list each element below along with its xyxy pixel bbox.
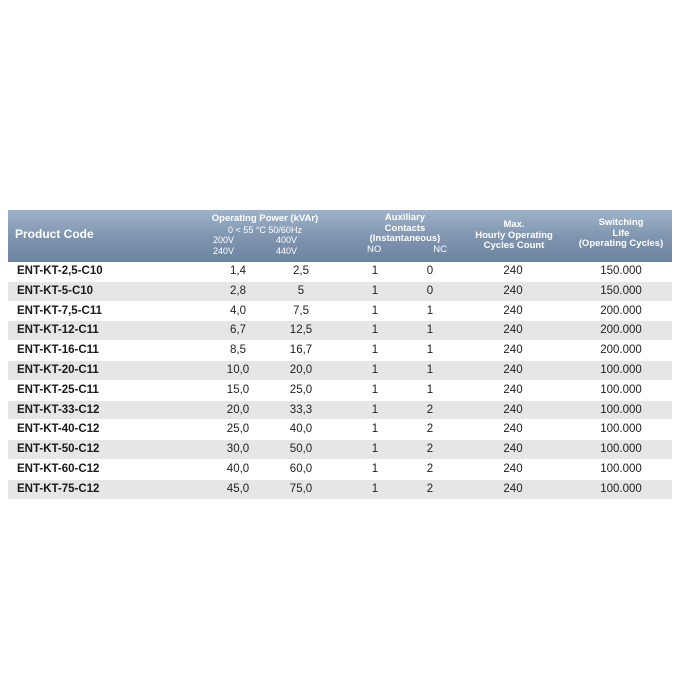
product-code-cell: ENT-KT-12-C11 (17, 324, 99, 337)
max-cycles-cell: 240 (503, 462, 523, 475)
header-voltage-240: 240V (213, 245, 235, 256)
switching-life-cell: 100.000 (600, 383, 642, 396)
max-cycles-cell: 240 (503, 403, 523, 416)
max-cycles-cell: 240 (503, 265, 523, 277)
aux-nc-cell: 2 (426, 482, 434, 495)
aux-nc-cell: 2 (426, 443, 434, 456)
max-cycles-cell: 240 (503, 363, 523, 376)
power-440v-cell: 2,5 (293, 265, 309, 277)
header-no: NO (367, 243, 382, 255)
header-voltage-200: 200V (213, 235, 235, 245)
aux-nc-cell: 2 (426, 403, 434, 416)
power-240v-cell: 30,0 (226, 443, 250, 456)
header-max-cycles (462, 220, 566, 252)
aux-no-cell: 1 (371, 324, 379, 337)
aux-nc-cell: 1 (426, 304, 434, 317)
table-row (8, 341, 672, 361)
header-power-title: Operating Power (kVAr) (211, 213, 319, 224)
aux-nc-cell: 2 (426, 462, 434, 475)
aux-nc-cell: 2 (426, 423, 434, 436)
aux-no-cell: 1 (371, 363, 379, 376)
aux-nc-cell: 1 (426, 324, 434, 337)
header-voltage-row-1 (195, 235, 335, 246)
header-max-line-2: Hourly Operating (475, 229, 553, 241)
product-table (8, 210, 672, 500)
table-row (8, 460, 672, 480)
power-240v-cell: 6,7 (230, 324, 246, 337)
power-240v-cell: 8,5 (230, 344, 246, 357)
table-row (8, 302, 672, 322)
header-aux-line-3: (Instantaneous) (369, 233, 441, 244)
max-cycles-cell: 240 (503, 423, 523, 436)
aux-no-cell: 1 (371, 265, 379, 277)
power-440v-cell: 7,5 (293, 304, 309, 317)
aux-no-cell: 1 (371, 383, 379, 396)
power-440v-cell: 25,0 (289, 383, 313, 396)
aux-nc-cell: 0 (426, 265, 434, 277)
table-row (8, 321, 672, 341)
power-440v-cell: 75,0 (289, 482, 313, 495)
max-cycles-cell: 240 (503, 344, 523, 357)
header-aux-line-2: Contacts (384, 222, 426, 234)
switching-life-cell: 200.000 (600, 324, 642, 337)
aux-no-cell: 1 (371, 284, 379, 297)
product-code-cell: ENT-KT-75-C12 (17, 482, 100, 495)
header-voltage-row-2 (195, 246, 335, 257)
header-max-line-3: Cycles Count (483, 240, 545, 251)
aux-nc-cell: 1 (426, 344, 434, 357)
power-240v-cell: 15,0 (226, 383, 250, 396)
table-row (8, 282, 672, 302)
header-aux-line-1: Auxiliary (384, 212, 426, 223)
power-240v-cell: 4,0 (230, 304, 246, 317)
switching-life-cell: 100.000 (600, 482, 642, 495)
header-max-line-1: Max. (503, 219, 525, 230)
power-440v-cell: 5 (297, 284, 305, 297)
product-code-cell: ENT-KT-20-C11 (17, 363, 99, 376)
header-auxiliary-contacts (351, 213, 459, 255)
switching-life-cell: 150.000 (600, 265, 642, 277)
table-row (8, 361, 672, 381)
power-240v-cell: 20,0 (226, 403, 250, 416)
aux-no-cell: 1 (371, 423, 379, 436)
power-440v-cell: 16,7 (289, 344, 313, 357)
aux-no-cell: 1 (371, 482, 379, 495)
product-code-cell: ENT-KT-33-C12 (17, 403, 100, 416)
max-cycles-cell: 240 (503, 324, 523, 337)
product-code-cell: ENT-KT-50-C12 (17, 443, 100, 456)
product-code-cell: ENT-KT-2,5-C10 (17, 265, 103, 277)
power-440v-cell: 40,0 (289, 423, 313, 436)
aux-no-cell: 1 (371, 344, 379, 357)
header-no-nc (351, 245, 459, 256)
power-240v-cell: 2,8 (230, 284, 246, 297)
aux-no-cell: 1 (371, 403, 379, 416)
power-440v-cell: 12,5 (289, 324, 313, 337)
header-power-condition: 0 < 55 °C 50/60Hz (228, 224, 302, 235)
switching-life-cell: 100.000 (600, 363, 642, 376)
product-code-cell: ENT-KT-40-C12 (17, 423, 100, 436)
header-voltage-400: 400V (275, 235, 297, 245)
header-life-line-3: (Operating Cycles) (578, 238, 664, 249)
switching-life-cell: 100.000 (600, 443, 642, 456)
power-240v-cell: 45,0 (226, 482, 250, 495)
aux-no-cell: 1 (371, 462, 379, 475)
table-body (8, 262, 672, 500)
power-240v-cell: 25,0 (226, 423, 250, 436)
header-nc: NC (433, 243, 447, 255)
max-cycles-cell: 240 (503, 443, 523, 456)
power-240v-cell: 40,0 (226, 462, 250, 475)
max-cycles-cell: 240 (503, 383, 523, 396)
product-code-cell: ENT-KT-25-C11 (17, 383, 99, 396)
switching-life-cell: 100.000 (600, 403, 642, 416)
table-row (8, 420, 672, 440)
header-operating-power (195, 214, 335, 256)
aux-nc-cell: 1 (426, 363, 434, 376)
switching-life-cell: 150.000 (600, 284, 642, 297)
max-cycles-cell: 240 (503, 304, 523, 317)
header-product-code: Product Code (15, 227, 94, 241)
power-240v-cell: 10,0 (226, 363, 250, 376)
product-code-cell: ENT-KT-16-C11 (17, 344, 99, 357)
product-code-cell: ENT-KT-60-C12 (17, 462, 100, 475)
table-row (8, 381, 672, 401)
switching-life-cell: 100.000 (600, 462, 642, 475)
power-440v-cell: 60,0 (289, 462, 313, 475)
power-240v-cell: 1,4 (230, 265, 246, 277)
max-cycles-cell: 240 (503, 482, 523, 495)
header-life-line-1: Switching (598, 217, 644, 228)
product-code-cell: ENT-KT-7,5-C11 (17, 304, 102, 317)
header-switching-life (571, 218, 671, 250)
table-row (8, 440, 672, 460)
switching-life-cell: 200.000 (600, 344, 642, 357)
switching-life-cell: 200.000 (600, 304, 642, 317)
switching-life-cell: 100.000 (600, 423, 642, 436)
table-header (8, 210, 672, 262)
aux-nc-cell: 1 (426, 383, 434, 396)
power-440v-cell: 33,3 (289, 403, 313, 416)
max-cycles-cell: 240 (503, 284, 523, 297)
aux-no-cell: 1 (371, 443, 379, 456)
aux-nc-cell: 0 (426, 284, 434, 297)
table-row (8, 262, 672, 282)
product-code-cell: ENT-KT-5-C10 (17, 284, 94, 297)
aux-no-cell: 1 (371, 304, 379, 317)
power-440v-cell: 50,0 (289, 443, 313, 456)
power-440v-cell: 20,0 (289, 363, 313, 376)
table-row (8, 480, 672, 500)
header-life-line-2: Life (612, 227, 630, 239)
table-row (8, 401, 672, 421)
header-voltage-440: 440V (275, 245, 297, 256)
